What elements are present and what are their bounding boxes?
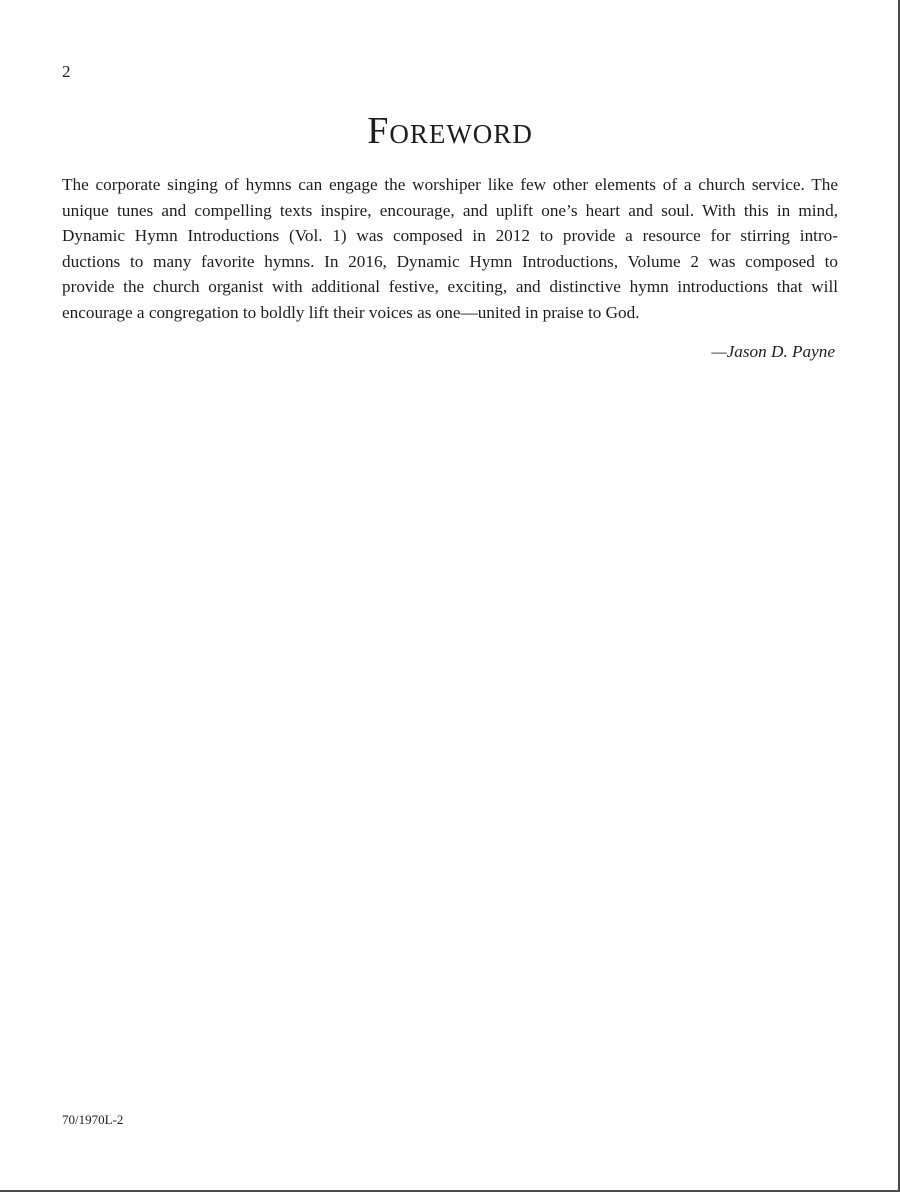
paragraph-line: unique tunes and compelling texts inspire, encourage, and uplift one’s heart and soul. With this in mind,	[62, 200, 838, 220]
page-title: Foreword	[367, 110, 533, 152]
paragraph-line: ductions to many favorite hymns. In 2016, Dynamic Hymn Introductions, Volume 2 was composed to	[62, 251, 838, 271]
paragraph-line: The corporate singing of hymns can engage the worshiper like few other elements of a church service. The	[62, 175, 838, 194]
author-signature: —Jason D. Payne	[711, 342, 835, 361]
catalog-code: 70/1970L-2	[62, 1112, 124, 1127]
paragraph-line: provide the church organist with additional festive, exciting, and distinctive hymn introductions that will	[62, 277, 838, 297]
paragraph-line: encourage a congregation to boldly lift their voices as one—united in praise to God.	[62, 302, 640, 322]
foreword-paragraph	[62, 172, 838, 326]
page-number: 2	[62, 62, 71, 81]
paragraph-line: Dynamic Hymn Introductions (Vol. 1) was composed in 2012 to provide a resource for stirring intro-	[62, 226, 838, 246]
